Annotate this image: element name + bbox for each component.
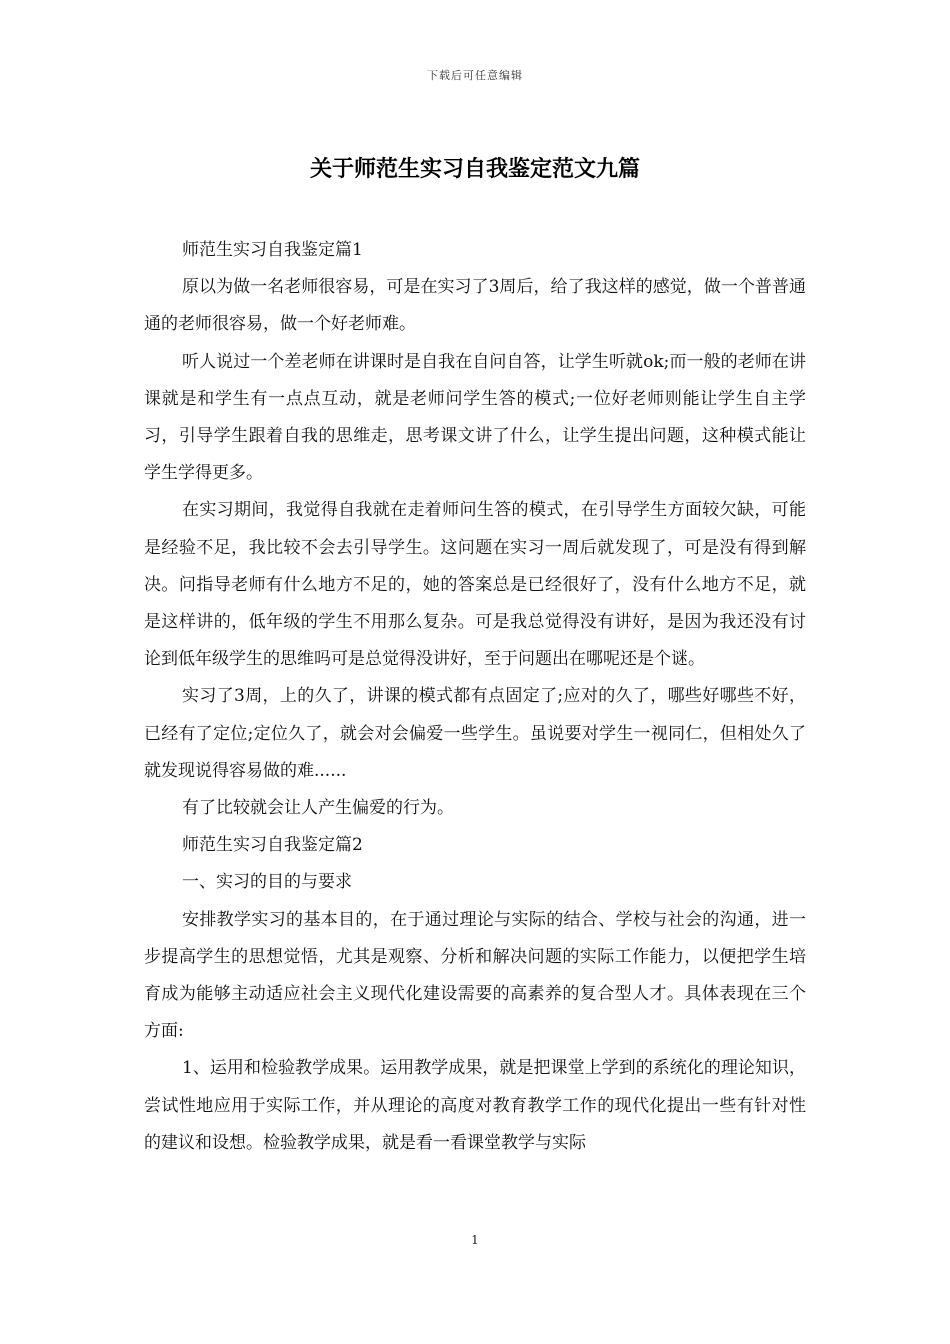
page-number: 1 — [471, 1233, 479, 1247]
subsection-heading: 一、实习的目的与要求 — [182, 872, 352, 893]
paragraph: 在实习期间，我觉得自我就在走着师问生答的模式，在引导学生方面较欠缺，可能是经验不足，我比较不会去引导学生。这问题在实习一周后就发现了，可是没有得到解决。问指导老师有什么地方不足的，她的答案总是已经很好了，没有什么地方不足，就是这样讲的，低年级的学生不用那么复杂。可是我总觉得没有讲好，是因为我还没有讨论到低年级学生的思维吗可是总觉得没讲好，至于问题出在哪呢还是个谜。 — [144, 500, 806, 670]
section-heading-2: 师范生实习自我鉴定篇2 — [182, 835, 363, 856]
paragraph: 有了比较就会让人产生偏爱的行为。 — [182, 798, 454, 819]
section-heading-1: 师范生实习自我鉴定篇1 — [182, 240, 363, 260]
paragraph: 1、运用和检验教学成果。运用教学成果，就是把课堂上学到的系统化的理论知识，尝试性地应用于实际工作，并从理论的高度对教育教学工作的现代化提出一些有针对性的建议和设想。检验教学成果，就是看一看课堂教学与实际 — [144, 1058, 806, 1153]
page-header: 下载后可任意编辑 — [427, 69, 523, 82]
paragraph: 听人说过一个差老师在讲课时是自我在自问自答，让学生听就ok;而一般的老师在讲课就是和学生有一点点互动，就是老师问学生答的模式;一位好老师则能让学生自主学习，引导学生跟着自我的思维走，思考课文讲了什么，让学生提出问题，这种模式能让学生学得更多。 — [144, 351, 806, 484]
paragraph: 原以为做一名老师很容易，可是在实习了3周后，给了我这样的感觉，做一个普普通通的老师很容易，做一个好老师难。 — [144, 277, 806, 335]
paragraph: 实习了3周，上的久了，讲课的模式都有点固定了;应对的久了，哪些好哪些不好，已经有了定位;定位久了，就会对会偏爱一些学生。虽说要对学生一视同仁，但相处久了就发现说得容易做的难...... — [144, 686, 806, 781]
document-body — [144, 232, 806, 1162]
paragraph: 安排教学实习的基本目的，在于通过理论与实际的结合、学校与社会的沟通，进一步提高学生的思想觉悟，尤其是观察、分析和解决问题的实际工作能力，以便把学生培育成为能够主动适应社会主义现代化建设需要的高素养的复合型人才。具体表现在三个方面: — [144, 909, 806, 1042]
document-title: 关于师范生实习自我鉴定范文九篇 — [309, 156, 640, 182]
